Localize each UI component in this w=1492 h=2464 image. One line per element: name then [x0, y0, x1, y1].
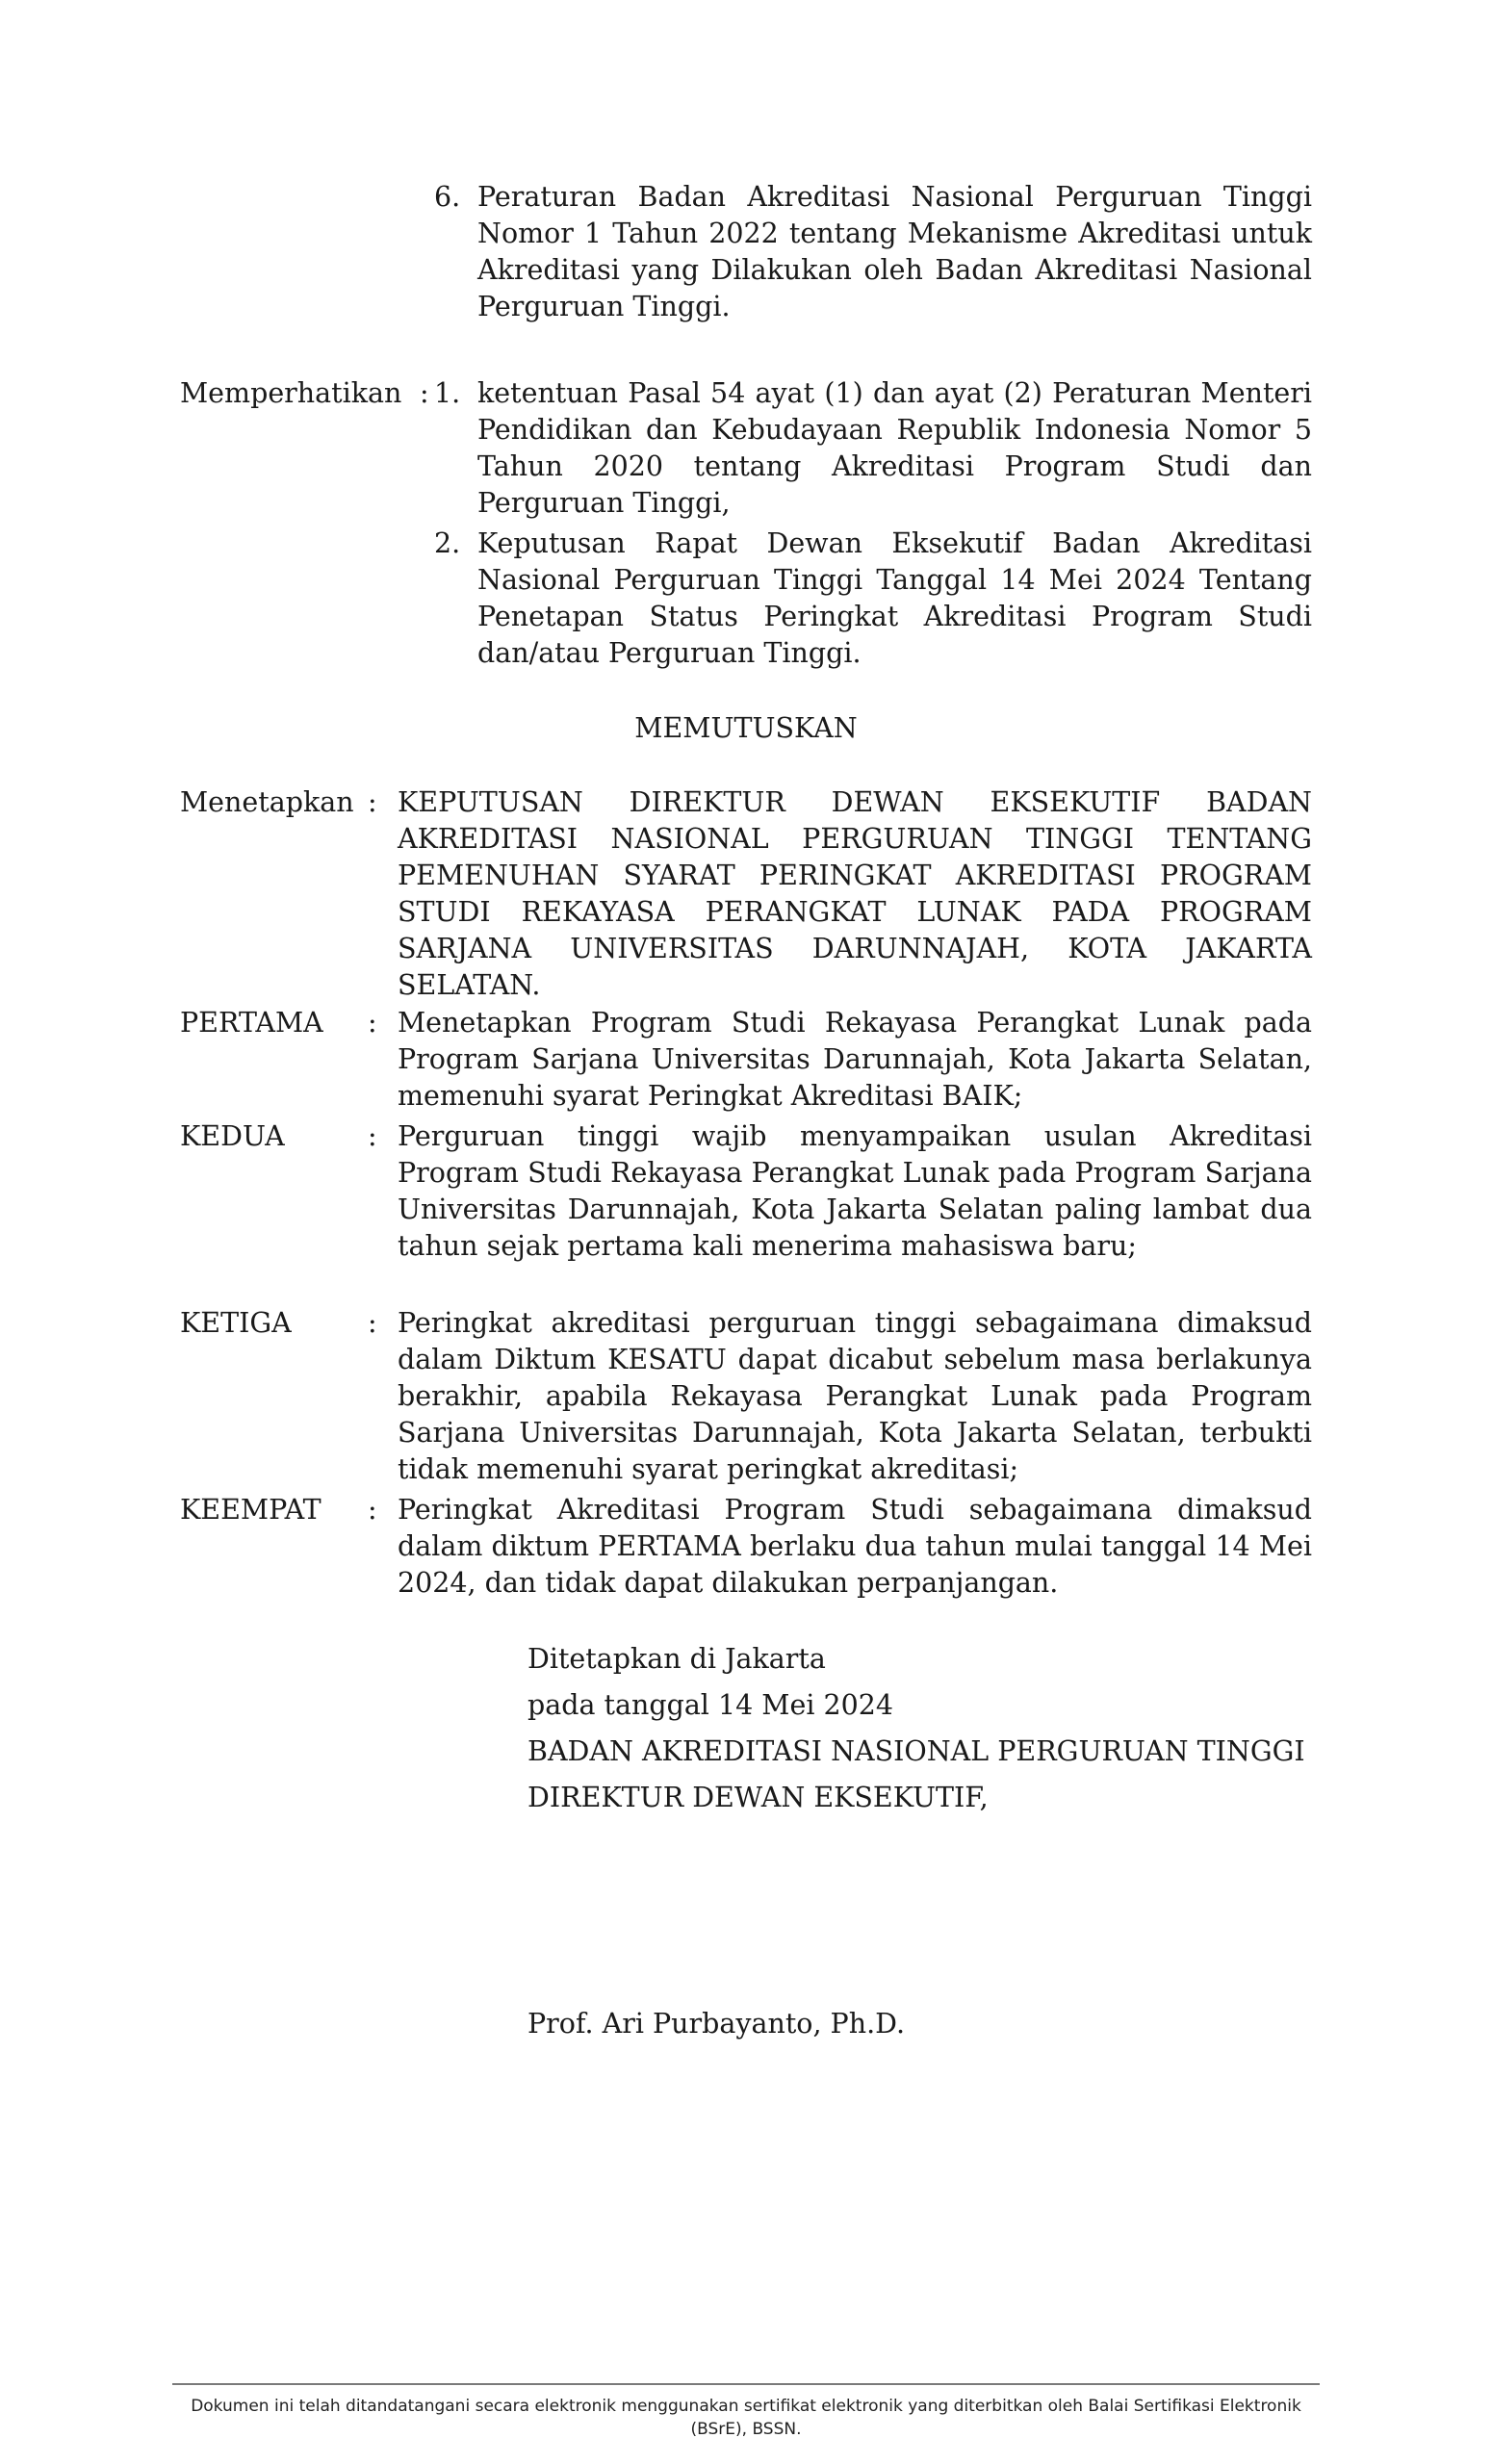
signature-position: DIREKTUR DEWAN EKSEKUTIF, [527, 1782, 989, 1813]
signature-name: Prof. Ari Purbayanto, Ph.D. [527, 2008, 906, 2040]
signature-date: pada tanggal 14 Mei 2024 [527, 1689, 894, 1721]
colon: : [368, 1307, 377, 1339]
decision-label: KEEMPAT [180, 1494, 322, 1526]
decision-label: Menetapkan [180, 786, 354, 818]
colon: : [368, 1494, 377, 1526]
memutuskan-heading: MEMUTUSKAN [634, 712, 858, 744]
memperhatikan-label: Memperhatikan [180, 377, 402, 409]
footer-note: Dokumen ini telah ditandatangani secara elektronik menggunakan sertifikat elektronik yang diterbitkan oleh Balai Sertifikasi Elektronik (BSrE), BSSN. [191, 2397, 1301, 2439]
decision-text: KEPUTUSAN DIREKTUR DEWAN EKSEKUTIF BADAN AKREDITASI NASIONAL PERGURUAN TINGGI TENTANG PEMENUHAN SYARAT PERINGKAT AKREDITASI PROGRAM STUDI REKAYASA PERANGKAT LUNAK PADA PROGRAM SARJANA UNIVERSITAS DARUNNAJAH, KOTA JAKARTA SELATAN. [398, 786, 1312, 1001]
decision-text: Menetapkan Program Studi Rekayasa Perangkat Lunak pada Program Sarjana Universitas Darunnajah, Kota Jakarta Selatan, memenuhi syarat Peringkat Akreditasi BAIK; [398, 1007, 1312, 1112]
decision-text: Perguruan tinggi wajib menyampaikan usulan Akreditasi Program Studi Rekayasa Perangkat Lunak pada Program Sarjana Universitas Darunnajah, Kota Jakarta Selatan paling lambat dua tahun sejak pertama kali menerima mahasiswa baru; [398, 1120, 1312, 1262]
signature-place: Ditetapkan di Jakarta [527, 1643, 826, 1675]
decision-label: KEDUA [180, 1120, 285, 1152]
colon: : [368, 786, 377, 818]
colon: : [368, 1007, 377, 1039]
colon: : [420, 377, 429, 409]
footer-divider [172, 2383, 1320, 2385]
list-number: 6. [434, 181, 461, 213]
list-item-1 [398, 375, 1312, 525]
list-text: Keputusan Rapat Dewan Eksekutif Badan Akreditasi Nasional Perguruan Tinggi Tanggal 14 Mei 2024 Tentang Penetapan Status Peringkat Akreditasi Program Studi dan/atau Perguruan Tinggi. [477, 527, 1312, 669]
list-item-6 [398, 179, 1312, 333]
decision-label: KETIGA [180, 1307, 292, 1339]
list-number: 1. [434, 377, 461, 409]
list-item-2 [398, 526, 1312, 675]
list-number: 2. [434, 527, 461, 559]
list-text: ketentuan Pasal 54 ayat (1) dan ayat (2) Peraturan Menteri Pendidikan dan Kebudayaan Republik Indonesia Nomor 5 Tahun 2020 tentang Akreditasi Program Studi dan Perguruan Tinggi, [477, 377, 1312, 519]
decision-text: Peringkat Akreditasi Program Studi sebagaimana dimaksud dalam diktum PERTAMA berlaku dua tahun mulai tanggal 14 Mei 2024, dan tidak dapat dilakukan perpanjangan. [398, 1494, 1312, 1599]
decision-text: Peringkat akreditasi perguruan tinggi sebagaimana dimaksud dalam Diktum KESATU dapat dicabut sebelum masa berlakunya berakhir, apabila Rekayasa Perangkat Lunak pada Program Sarjana Universitas Darunnajah, Kota Jakarta Selatan, terbukti tidak memenuhi syarat peringkat akreditasi; [398, 1307, 1312, 1485]
list-text: Peraturan Badan Akreditasi Nasional Perguruan Tinggi Nomor 1 Tahun 2022 tentang Mekanisme Akreditasi untuk Akreditasi yang Dilakukan oleh Badan Akreditasi Nasional Perguruan Tinggi. [477, 181, 1312, 322]
memperhatikan-section [0, 375, 1492, 722]
signature-institution: BADAN AKREDITASI NASIONAL PERGURUAN TINGGI [527, 1735, 1305, 1767]
decision-label: PERTAMA [180, 1007, 323, 1039]
colon: : [368, 1120, 377, 1152]
